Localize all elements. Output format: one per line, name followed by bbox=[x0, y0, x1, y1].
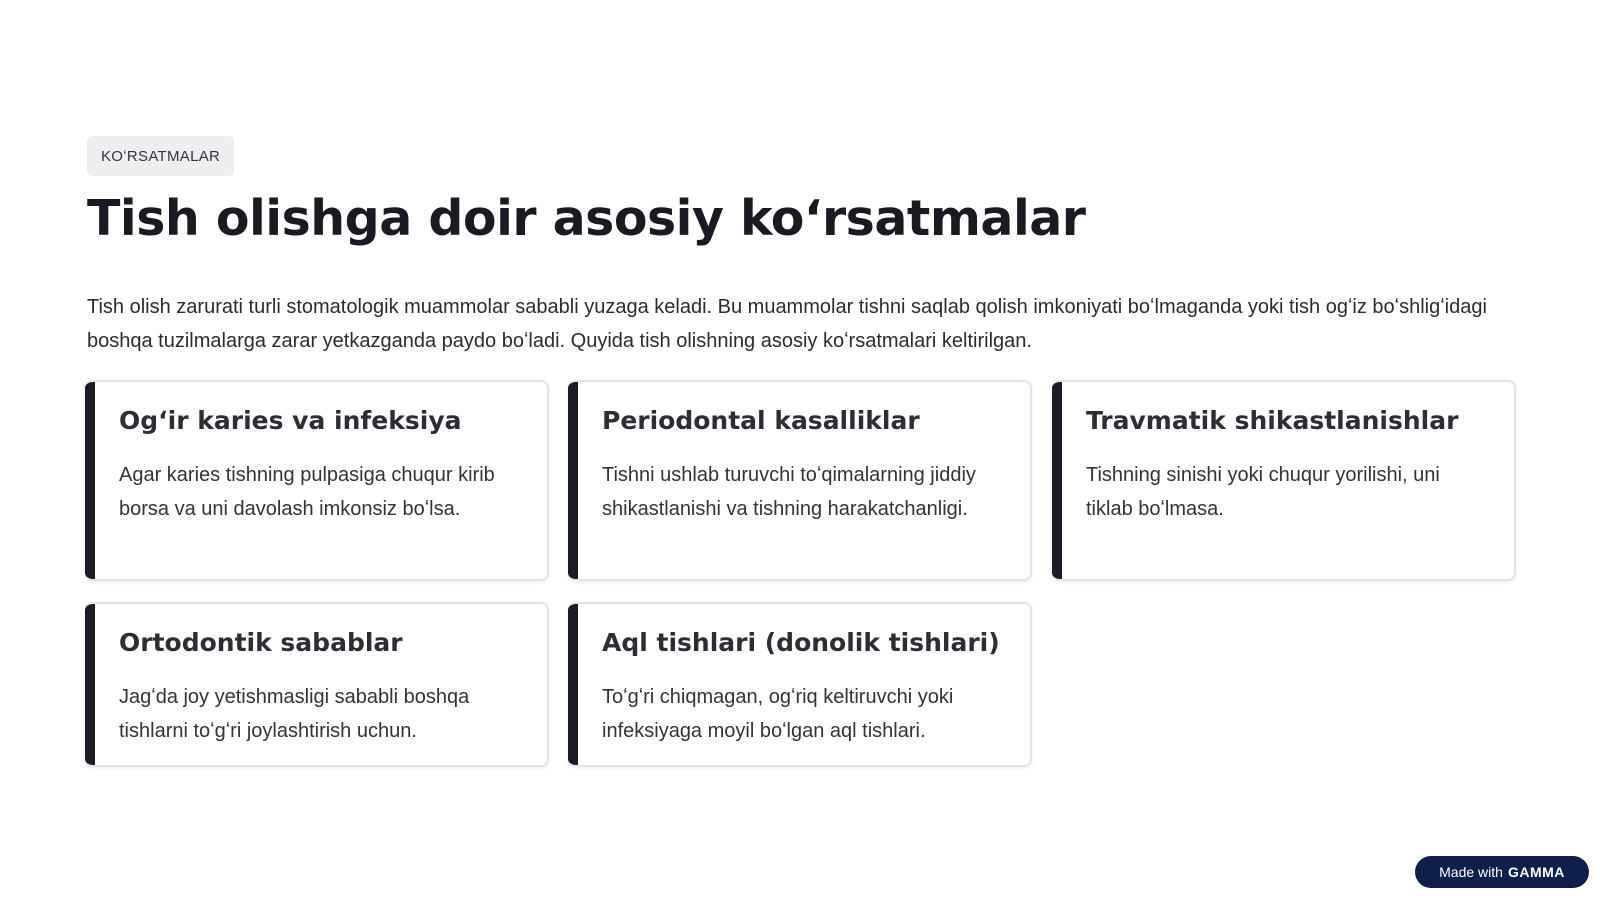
section-tag: KOʻRSATMALAR bbox=[87, 136, 234, 176]
card-text: Tishni ushlab turuvchi toʻqimalarning jiddiy shikastlanishi va tishning harakatchanligi. bbox=[602, 464, 976, 520]
card-title: Aql tishlari (donolik tishlari) bbox=[602, 628, 1000, 657]
card-text: Tishning sinishi yoki chuqur yorilishi, uni tiklab boʻlmasa. bbox=[1086, 464, 1440, 520]
page-title: Tish olishga doir asosiy koʻrsatmalar bbox=[87, 190, 1086, 247]
card-title: Periodontal kasalliklar bbox=[602, 406, 920, 435]
card-text: Agar karies tishning pulpasiga chuqur kirib borsa va uni davolash imkonsiz boʻlsa. bbox=[119, 464, 495, 520]
indication-card-trauma bbox=[1052, 380, 1516, 581]
card-title: Ogʻir karies va infeksiya bbox=[119, 406, 462, 435]
intro-paragraph: Tish olish zarurati turli stomatologik muammolar sababli yuzaga keladi. Bu muammolar tishni saqlab qolish imkoniyati boʻlmaganda yoki tish ogʻiz boʻshligʻidagi boshqa tuzilmalarga zarar yetkazganda paydo boʻladi. Quyida tish olishning asosiy koʻrsatmalari keltirilgan. bbox=[87, 296, 1487, 352]
indication-card-orthodontic bbox=[85, 602, 549, 767]
card-title: Ortodontik sabablar bbox=[119, 628, 403, 657]
badge-prefix: Made with bbox=[1439, 864, 1503, 880]
gamma-logo: GAMMA bbox=[1507, 864, 1565, 880]
indication-card-wisdom-teeth bbox=[568, 602, 1032, 767]
made-with-gamma-badge[interactable] bbox=[1415, 856, 1589, 888]
card-text: Toʻgʻri chiqmagan, ogʻriq keltiruvchi yoki infeksiyaga moyil boʻlgan aql tishlari. bbox=[602, 686, 954, 742]
indication-card-caries bbox=[85, 380, 549, 581]
indication-card-periodontal bbox=[568, 380, 1032, 581]
card-text: Jagʻda joy yetishmasligi sababli boshqa tishlarni toʻgʻri joylashtirish uchun. bbox=[119, 686, 470, 742]
card-title: Travmatik shikastlanishlar bbox=[1086, 406, 1459, 435]
